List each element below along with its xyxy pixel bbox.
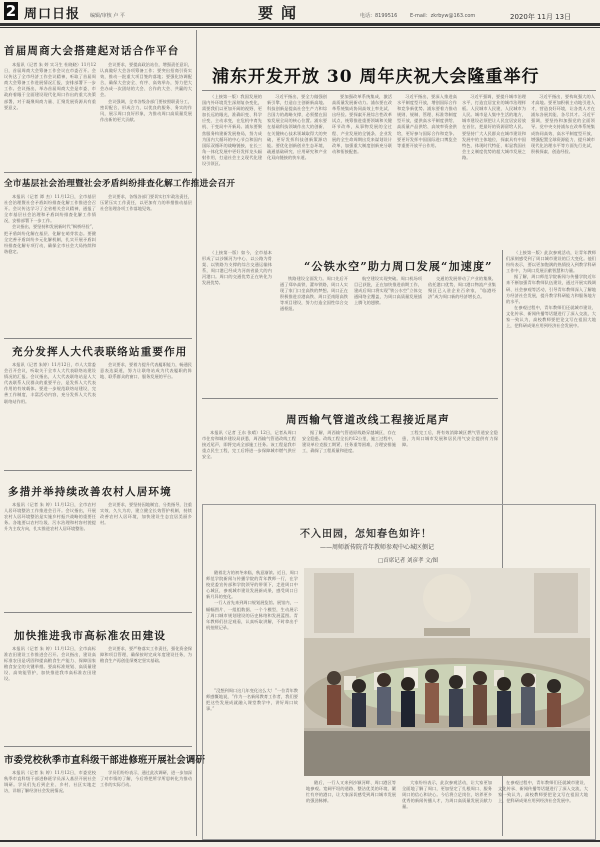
left-article-6-body-a [4, 770, 96, 838]
left-divider [4, 612, 192, 613]
lead-column-2 [267, 94, 327, 244]
left-divider [4, 746, 192, 747]
left-article-5-body-a [4, 646, 96, 742]
left-article-5-paragraph: 本报讯（记者 朱 婷）11月12日，全市高标准农田建设工作推进会召开。会议指出，建设高标准农田是巩固和提高粮食生产能力、保障国家粮食安全的关键举措。要高标准规划、高质量建设、高效能管护，加快推进我市高标准农田建设。 [4, 646, 96, 682]
lead-paragraph: 习近平指出，要深入推进高水平制度型开放，增创国际合作和竞争新优势。浦东要着力推动规则、规制、管理、标准等制度型开放，提供高水平制度供给、高质量产品供给、高效率资金供给，更好参与国际合作和竞争。要更好发挥中国国际进口博览会等重要开放平台作用。 [397, 94, 457, 148]
metro-headline: “公铁水空”助力周口发展“加速度” [304, 260, 493, 273]
feature-column-4 [498, 780, 588, 834]
gas-column-1 [202, 430, 296, 500]
left-article-2-paragraph: 本报讯（记者 谭 杰）11月12日，全市基层社会治理暨社会矛盾纠纷排查化解工作推进会召开。会议传达学习了全省相关会议精神，通报了全市基层社会治理和矛盾纠纷排查化解工作情况，安排部署下一步工作。 [4, 194, 96, 224]
feature-paragraph: 大家纷纷表示，此次参观活动，让大家更加全面地了解了周口，更加坚定了扎根周口、服务周口的信心和决心。今后将立足岗位，培养更多优秀的新闻传播人才，为周口高质量发展贡献力量。 [402, 780, 492, 810]
issue-date: 2020年 11月 13日 [510, 13, 572, 21]
left-article-6-paragraph: 本报讯（记者 朱 婷）11月12日，市委党校秋季市直科级干部进修班学员深入基层开展社会调研。学员们先后到企业、乡村、社区实地走访，详细了解经济社会发展情况。 [4, 770, 96, 794]
gas-column-2 [302, 430, 396, 500]
left-article-4-paragraph: 本报讯（记者 朱 婷）11月12日，全市农村人居环境整治工作推进会召开。会议指出，开展农村人居环境整治是实施乡村振兴战略的重要任务。各地要以农村垃圾、污水治理和村容村貌提升为主攻方向，扎实推进农村人居环境整治。 [4, 502, 96, 532]
left-article-5-body-b [100, 646, 192, 742]
header-rule [0, 23, 600, 26]
left-article-1-paragraph: 会议要求，要提高政治站位，增强责任意识，认真做好大会各项筹备工作；要突出招商引资实效，推动一批重大项目签约落地；要强化协调配合，确保大会安全、有序、高效举办，努力把大会办成一次团结的大会、合作的大会、共赢的大会。 [100, 62, 192, 98]
gas-column-3 [402, 430, 498, 500]
feature-paragraph: 随后，一行人又来到沙颍河畔、周口港区等地参观。宽阔平坦的道路、整洁优美的环境、繁忙有序的港口，让大家深切感受到周口城市发展的强劲脉搏。 [306, 780, 396, 804]
lead-headline: 浦东开发开放 30 周年庆祝大会隆重举行 [212, 67, 540, 87]
gas-paragraph: 本报讯（记者 王东 张晴）12日，记者从周口市住房和城乡建设局获悉，周西输气管道改线工程接近尾声，即将完成全部施工任务。该工程是我市重点民生工程，完工后将进一步保障城市燃气供应安全。 [202, 430, 296, 460]
phone-info: 电话：8199516 [360, 13, 398, 19]
feature-photo [304, 568, 590, 776]
feature-byline: □首席记者 刘彦孝 文/图 [378, 558, 439, 564]
lead-paragraph: 习近平强调，要提升城市治理水平，打造宜居宜业的城市治理样板。人民城市人民建，人民城市为人民。城市是人集中生活的地方，城市建设必须把让人民宜居安居放在首位，把最好的资源留给人民。要坚持广大人民群众在城市建设和发展中的主体地位，探索具有中国特色、体现时代特征、彰显我国社会主义制度优势的超大城市发展之路。 [462, 94, 526, 160]
section-title: 要闻 [258, 4, 305, 22]
lead-column-1 [202, 94, 262, 244]
header-rule-thin [0, 27, 600, 28]
left-article-3-paragraph: 会议要求，要着力提升代表履职能力，畅通民意表达渠道，努力让联络站成为代表履职的阵地、联系群众的窗口、服务发展的平台。 [100, 362, 192, 380]
left-article-3-headline: 充分发挥人大代表联络站重要作用 [12, 346, 188, 358]
page-header [0, 0, 600, 36]
left-article-1-paragraph: 会议强调，全市各级各部门要按照职责分工，密切配合，形成合力，以优良的服务、务实的作风，展示周口良好形象，为推动周口高质量发展作出新的更大贡献。 [100, 98, 192, 122]
metro-paragraph: 铁路建设全面发力。周口先后开通了郑阜高铁、漯阜铁路，周口人实现了家门口坐高铁的梦想。周口正在积极推进京港高铁、周口至南阳高铁等项目建设，努力打造全国性综合交通枢纽。 [280, 276, 348, 312]
feature-paragraph: “没想到周口这几年变化这么大！”一位青年教师感慨地说，“作为一名新闻教育工作者，我们要把这些发展成就融入课堂教学中，讲好周口故事。” [206, 688, 298, 712]
metro-paragraph: 交通的发展带动了产业的集聚。依托港口优势，周口港口物流产业集聚区已入驻企业百余家，“临港经济”成为周口新的经济增长点。 [428, 276, 496, 300]
left-divider [4, 172, 192, 173]
left-article-4-body-a [4, 502, 96, 600]
metro-column-1 [280, 276, 348, 392]
left-article-1-headline: 首届周商大会搭建起对话合作平台 [4, 45, 180, 57]
lead-rule [202, 90, 596, 91]
left-divider [4, 338, 192, 339]
gas-headline: 周西输气管道改线工程接近尾声 [286, 414, 450, 426]
left-article-5-headline: 加快推进我市高标准农田建设 [14, 630, 167, 642]
footer-rule [0, 840, 600, 842]
feature-column-1 [206, 688, 298, 834]
lead-paragraph: 习近平指出，要全力做强创新引擎，打造自主创新新高地。科技创新是提高社会生产力和综合国力的战略支撑，必须摆在国家发展全局的核心位置。浦东要在基础科技领域作出大的创新、在关键核心技术领域取得大的突破，更好发挥科技创新策源功能。要优化创新创业生态环境，疏通基础研究、应用研究和产业化双向链接的快车道。 [267, 94, 327, 160]
left-article-6-headline: 市委党校秋季市直科级干部进修班开展社会调研 [4, 755, 206, 766]
left-article-4-headline: 多措并举持续改善农村人居环境 [8, 486, 172, 498]
newspaper-name: 周口日报 [24, 7, 81, 22]
lead-paragraph: 要加强改革系统集成，激活高质量发展新动力。浦东要在改革系统集成协同高效上率先试、出经验。要探索开展综合性改革试点，统筹推进重要领域和关键环节改革，从事物发展的全过程、产业发展的全链条、企业发展的全生命周期出发来谋划设计改革，加强重大制度创新充分联动和衔接配套。 [332, 94, 392, 154]
left-article-4-body-b [100, 502, 192, 600]
lead-column-5 [462, 94, 526, 244]
left-article-1-body-b [100, 62, 192, 170]
feature-paragraph: 一行人首先来到周口规划展览馆。展馆内，一幅幅图片、一组组数据、一个个模型，生动展示了周口城市规划建设的历史脉络和发展蓝图。青年教师们驻足观看，认真听取讲解，不时拿出手机拍照记录。 [206, 600, 298, 630]
left-article-1-paragraph: 本报讯（记者 朱 婷 实习生 杜晓晓）11月12日，首届周商大会筹备工作会议在市委召开。会议传达了全市经济工作会议精神，听取了首届周商大会筹备工作进展情况汇报，安排部署下一步工作。会议指出，举办首届周商大会是市委、市政府着眼于全面建设现代化周口作出的重大决策部署，对于凝聚周商力量、汇聚发展资源具有重要意义。 [4, 62, 96, 110]
feature-intro [206, 570, 298, 680]
left-article-3-body-b [100, 362, 192, 466]
feature-kicker: 不入田园，怎知春色如许！ [300, 529, 432, 540]
gas-paragraph: 工程完工后，将有效消除城区燃气管道安全隐患，为周口城市发展和居民用气安全提供有力保障。 [402, 430, 498, 448]
left-article-2-body-b [100, 194, 192, 334]
feature-photo-illustration [304, 568, 590, 776]
metro-lead-in [202, 250, 272, 392]
gas-paragraph: 据了解，周西输气管道原线路穿越城区，存在安全隐患。改线工程全长约12公里，施工过程中，建设单位克服工期紧、任务重等困难，合理安排施工，确保了工程质量和进度。 [302, 430, 396, 454]
feature-paragraph: 在参观过程中，青年教师们还就城市建设、文化传承、新闻传播等话题进行了深入交流，大家一致认为，高校教师要把论文写在祖国大地上，把科研成果应用到经济社会发展中。 [498, 780, 588, 804]
left-article-6-body-b [100, 770, 192, 838]
left-article-4-paragraph: 会议要求，要坚持因地制宜、分类指导，注重实效、久久为功，建立健全长效管护机制，持续改善农村人居环境，加快建设生态宜居美丽乡村。 [100, 502, 192, 526]
metro-paragraph: （上接第一版）如今，全市基本形成了以沙颍河为中心、以公路为骨架、以铁路为支撑的综合交通运输体系，周口港已经成为河南省最大的内河港口。周口的交通优势正在转化为发展优势。 [202, 250, 272, 286]
left-article-2-paragraph: 会议指出，要坚持和发展新时代“枫桥经验”，把矛盾纠纷化解在基层、化解在萌芽状态。要健全完善矛盾纠纷多元化解机制，扎实开展矛盾纠纷排查化解专项行动，确保全市社会大局持续和谐稳定。 [4, 224, 96, 254]
metro-column-2 [354, 276, 422, 392]
left-column-divider [196, 30, 197, 836]
metro-paragraph: 航空建设实现突破。周口机场项目已获批，正在加快推进前期工作，建成后周口将实现“铁公水空”立体交通网络全覆盖，为周口高质量发展插上腾飞的翅膀。 [354, 276, 422, 306]
right-column-paragraph: （上接第一版）此次参观活动，让青年教师们深刻感受到了周口城市建设的巨大变化。他们纷纷表示，要以更加饱满的热情投入到教学科研工作中，为周口发展贡献智慧和力量。 [506, 250, 596, 274]
page-number: 2 [5, 2, 17, 20]
lead-column-4 [397, 94, 457, 244]
left-article-3-body-a [4, 362, 96, 466]
left-article-6-paragraph: 学员们纷纷表示，通过此次调研，进一步加深了对市情的了解，今后将把所学所思转化为推动工作的实际行动。 [100, 770, 192, 788]
left-article-2-body-a [4, 194, 96, 334]
left-article-1-body-a [4, 62, 96, 170]
metro-column-3 [428, 276, 496, 392]
right-column-paragraph: 据了解，周口师范学院新闻与传播学院近年来不断加强青年教师队伍建设，通过开展实践调研、社会参观等活动，引导青年教师深入了解地方经济社会发展，提升教学科研能力和服务地方的水平。 [506, 274, 596, 304]
left-article-2-headline: 全市基层社会治理暨社会矛盾纠纷排查化解工作推进会召开 [4, 179, 236, 189]
editor-info: 编辑/审核 卢 平 [90, 13, 125, 19]
lead-paragraph: 习近平指出，要构筑强大的人才高地。要更加积极主动地引进人才，营造良好环境，让各类人才在浦东各展其能、各尽其才。习近平强调，要坚持和加强党的全面领导。党中央支持浦东在改革系统集成协同高效、高水平制度型开放、增强配置全球资源能力、提升城市现代化治理水平等方面先行先试、积极探索、创造经验。 [531, 94, 595, 154]
lead-paragraph: （上接第一版）我国发展的国内外环境发生深刻复杂变化，需要我们以更加开阔的视野、更加长远的眼光，准确识变、科学应变、主动求变，在危机中育先机、于变局中开新局。浦东要聚焦服务构建新发展格局，努力成为国内大循环的中心节点和国内国际双循环的战略链接，在长三角一体化发展中更好发挥龙头辐射作用，打造社会主义现代化建设引领区。 [202, 94, 262, 167]
left-divider [4, 470, 192, 471]
lead-column-6 [531, 94, 595, 244]
feature-subtitle: ——周师新传院青年教师参观中心城区侧记 [320, 544, 435, 551]
lead-column-3 [332, 94, 392, 244]
feature-column-2 [306, 780, 396, 834]
feature-paragraph: 随着北方的初冬来临，秋意渐浓。近日，周口师范学院新闻与传播学院的青年教师一行，在学校党委宣传部和学院领导的带领下，走进周口中心城区，参观城市建设发展新成果，感受周口日新月异的变化。 [206, 570, 298, 600]
left-article-2-paragraph: 会议要求，各级各部门要切实扛牢政治责任，压紧压实工作责任，以更加有力的举措推动基层社会治理各项工作落地见效。 [100, 194, 192, 212]
left-article-3-paragraph: 本报讯（记者 朱婷）11月12日，市人大常委会召开会议，听取关于全市人大代表联络站建设情况的汇报。会议指出，人大代表联络站是人大代表联系人民群众的重要平台，是发挥人大代表作用的有效载体。要进一步规范联络站建设，完善工作制度，丰富活动内容，充分发挥人大代表联络站作用。 [4, 362, 96, 404]
left-article-5-paragraph: 会议要求，要严格落实工作责任，强化资金保障和项目管理，确保按时完成年度建设任务，为粮食生产再创佳绩奠定坚实基础。 [100, 646, 192, 664]
right-column-paragraph: 在参观过程中，青年教师们还就城市建设、文化传承、新闻传播等话题进行了深入交流，大家一致认为，高校教师要把论文写在祖国大地上，把科研成果应用到经济社会发展中。 [506, 304, 596, 329]
section-divider [202, 398, 498, 399]
email-info: E-mail：zkrbyw@163.com [410, 13, 476, 19]
feature-column-3 [402, 780, 492, 834]
